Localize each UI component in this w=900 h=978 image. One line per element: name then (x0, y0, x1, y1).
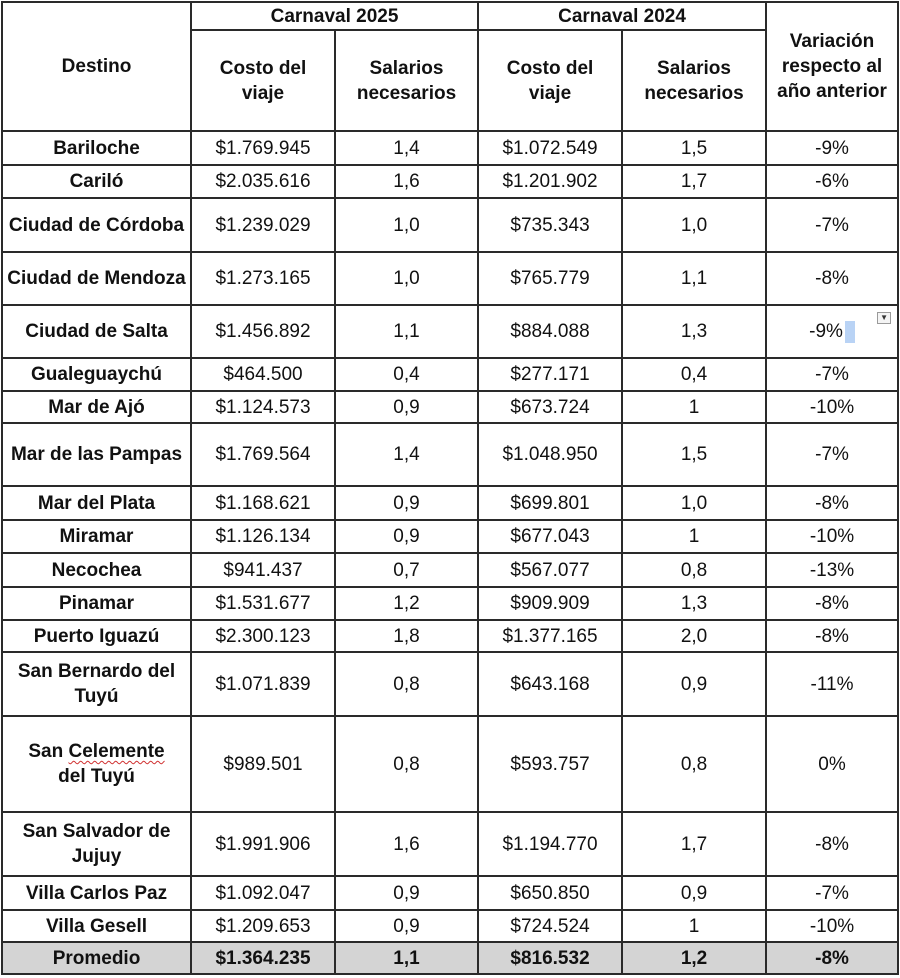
destino-cell: Mar de las Pampas (2, 423, 191, 486)
salarios-2024-cell: 0,8 (622, 716, 766, 812)
destino-cell: Pinamar (2, 587, 191, 620)
salarios-2024-cell: 1,5 (622, 131, 766, 165)
table-row (2, 423, 898, 486)
destino-cell: San Bernardo del Tuyú (2, 652, 191, 716)
salarios-2024-cell: 1,1 (622, 252, 766, 305)
variacion-cell: -11% (766, 652, 898, 716)
costo-2025-cell: $1.239.029 (191, 198, 335, 252)
salarios-2025-cell: 1,8 (335, 620, 478, 652)
salarios-2025-cell: 1,2 (335, 587, 478, 620)
salarios-2025-cell: 1,6 (335, 165, 478, 198)
destino-word: San (28, 741, 64, 762)
header-salarios-2024: Salarios necesarios (622, 30, 766, 131)
header-costo-2025: Costo del viaje (191, 30, 335, 131)
salarios-2024-cell: 0,4 (622, 358, 766, 391)
costo-2024-cell: $1.377.165 (478, 620, 622, 652)
salarios-2025-cell: 0,9 (335, 486, 478, 520)
average-salarios-2025: 1,1 (335, 942, 478, 974)
destino-word: del Tuyú (58, 766, 135, 787)
salarios-2025-cell: 1,1 (335, 305, 478, 358)
table-row (2, 391, 898, 423)
average-label: Promedio (2, 942, 191, 974)
salarios-2024-cell: 1 (622, 520, 766, 553)
salarios-2025-cell: 1,0 (335, 252, 478, 305)
costo-2025-cell: $1.531.677 (191, 587, 335, 620)
salarios-2025-cell: 0,9 (335, 876, 478, 910)
table-row (2, 553, 898, 587)
costo-2025-cell: $1.124.573 (191, 391, 335, 423)
salarios-2024-cell: 1,7 (622, 165, 766, 198)
selection-highlight (845, 321, 855, 343)
table-row (2, 620, 898, 652)
costo-2024-cell: $673.724 (478, 391, 622, 423)
salarios-2025-cell: 0,9 (335, 520, 478, 553)
destino-cell: Villa Gesell (2, 910, 191, 942)
destino-cell: Ciudad de Córdoba (2, 198, 191, 252)
destino-cell: San Salvador de Jujuy (2, 812, 191, 876)
costo-2024-cell: $884.088 (478, 305, 622, 358)
table-row (2, 876, 898, 910)
costo-2024-cell: $1.048.950 (478, 423, 622, 486)
salarios-2024-cell: 0,9 (622, 652, 766, 716)
salarios-2025-cell: 0,9 (335, 910, 478, 942)
costo-2024-cell: $593.757 (478, 716, 622, 812)
header-salarios-2025: Salarios necesarios (335, 30, 478, 131)
salarios-2024-cell: 1 (622, 910, 766, 942)
salarios-2024-cell: 2,0 (622, 620, 766, 652)
table-row (2, 486, 898, 520)
salarios-2025-cell: 0,9 (335, 391, 478, 423)
average-salarios-2024: 1,2 (622, 942, 766, 974)
costo-2024-cell: $567.077 (478, 553, 622, 587)
costo-2024-cell: $677.043 (478, 520, 622, 553)
salarios-2024-cell: 1,5 (622, 423, 766, 486)
variacion-cell: -6% (766, 165, 898, 198)
costo-2025-cell: $1.071.839 (191, 652, 335, 716)
variacion-cell: -8% (766, 812, 898, 876)
salarios-2024-cell: 1,0 (622, 198, 766, 252)
salarios-2024-cell: 0,9 (622, 876, 766, 910)
costo-2024-cell: $1.072.549 (478, 131, 622, 165)
average-variacion: -8% (766, 942, 898, 974)
salarios-2024-cell: 1,7 (622, 812, 766, 876)
table-row (2, 910, 898, 942)
costo-2024-cell: $643.168 (478, 652, 622, 716)
costo-2025-cell: $1.209.653 (191, 910, 335, 942)
costo-2024-cell: $765.779 (478, 252, 622, 305)
variacion-cell-selected[interactable] (766, 305, 898, 358)
variacion-value: -9% (809, 321, 843, 342)
destino-cell: Gualeguaychú (2, 358, 191, 391)
salarios-2025-cell: 0,4 (335, 358, 478, 391)
destino-cell: Miramar (2, 520, 191, 553)
costo-2024-cell: $650.850 (478, 876, 622, 910)
destino-cell: Necochea (2, 553, 191, 587)
costo-2024-cell: $1.194.770 (478, 812, 622, 876)
costo-2024-cell: $724.524 (478, 910, 622, 942)
variacion-cell: -13% (766, 553, 898, 587)
variacion-cell: -8% (766, 252, 898, 305)
variacion-cell: 0% (766, 716, 898, 812)
destino-cell: Mar de Ajó (2, 391, 191, 423)
variacion-cell: -8% (766, 587, 898, 620)
variacion-cell: -10% (766, 520, 898, 553)
costo-2025-cell: $1.168.621 (191, 486, 335, 520)
costo-2025-cell: $1.991.906 (191, 812, 335, 876)
header-carnaval-2024: Carnaval 2024 (478, 2, 766, 30)
header-costo-2024: Costo del viaje (478, 30, 622, 131)
costo-2025-cell: $1.273.165 (191, 252, 335, 305)
header-destino: Destino (2, 2, 191, 131)
variacion-cell: -7% (766, 423, 898, 486)
salarios-2024-cell: 0,8 (622, 553, 766, 587)
table-row (2, 812, 898, 876)
variacion-cell: -8% (766, 486, 898, 520)
costo-2024-cell: $277.171 (478, 358, 622, 391)
costo-2024-cell: $909.909 (478, 587, 622, 620)
average-costo-2025: $1.364.235 (191, 942, 335, 974)
variacion-cell: -7% (766, 358, 898, 391)
header-variacion: Variación respecto al año anterior (766, 2, 898, 131)
table-row (2, 587, 898, 620)
destino-cell: Cariló (2, 165, 191, 198)
destino-cell: Ciudad de Salta (2, 305, 191, 358)
variacion-cell: -7% (766, 198, 898, 252)
table-row (2, 165, 898, 198)
table-row (2, 520, 898, 553)
costo-2025-cell: $1.126.134 (191, 520, 335, 553)
variacion-cell: -7% (766, 876, 898, 910)
salarios-2024-cell: 1,3 (622, 587, 766, 620)
destino-cell: Bariloche (2, 131, 191, 165)
header-carnaval-2025: Carnaval 2025 (191, 2, 478, 30)
salarios-2024-cell: 1,0 (622, 486, 766, 520)
costo-2025-cell: $1.769.945 (191, 131, 335, 165)
salarios-2025-cell: 1,4 (335, 423, 478, 486)
costo-2025-cell: $1.456.892 (191, 305, 335, 358)
salarios-2025-cell: 1,0 (335, 198, 478, 252)
costo-2024-cell: $1.201.902 (478, 165, 622, 198)
destino-cell: Mar del Plata (2, 486, 191, 520)
costo-2025-cell: $1.092.047 (191, 876, 335, 910)
table-row (2, 716, 898, 812)
costo-2024-cell: $699.801 (478, 486, 622, 520)
costo-2025-cell: $941.437 (191, 553, 335, 587)
salarios-2024-cell: 1,3 (622, 305, 766, 358)
salarios-2025-cell: 1,6 (335, 812, 478, 876)
destino-cell (2, 716, 191, 812)
destino-cell: Ciudad de Mendoza (2, 252, 191, 305)
salarios-2025-cell: 0,8 (335, 716, 478, 812)
table-row (2, 131, 898, 165)
variacion-cell: -9% (766, 131, 898, 165)
carnaval-costs-table (1, 1, 899, 975)
table-row (2, 252, 898, 305)
variacion-cell: -10% (766, 910, 898, 942)
table-row (2, 652, 898, 716)
chevron-down-icon[interactable]: ▼ (877, 312, 891, 324)
costo-2025-cell: $989.501 (191, 716, 335, 812)
salarios-2025-cell: 0,7 (335, 553, 478, 587)
costo-2025-cell: $1.769.564 (191, 423, 335, 486)
variacion-cell: -8% (766, 620, 898, 652)
average-row (2, 942, 898, 974)
average-costo-2024: $816.532 (478, 942, 622, 974)
misspelled-word: Celemente (68, 741, 165, 762)
destino-cell: Puerto Iguazú (2, 620, 191, 652)
costo-2024-cell: $735.343 (478, 198, 622, 252)
salarios-2025-cell: 0,8 (335, 652, 478, 716)
salarios-2025-cell: 1,4 (335, 131, 478, 165)
table-row (2, 305, 898, 358)
table-row (2, 198, 898, 252)
costo-2025-cell: $464.500 (191, 358, 335, 391)
salarios-2024-cell: 1 (622, 391, 766, 423)
costo-2025-cell: $2.300.123 (191, 620, 335, 652)
table-row (2, 358, 898, 391)
destino-cell: Villa Carlos Paz (2, 876, 191, 910)
variacion-cell: -10% (766, 391, 898, 423)
costo-2025-cell: $2.035.616 (191, 165, 335, 198)
